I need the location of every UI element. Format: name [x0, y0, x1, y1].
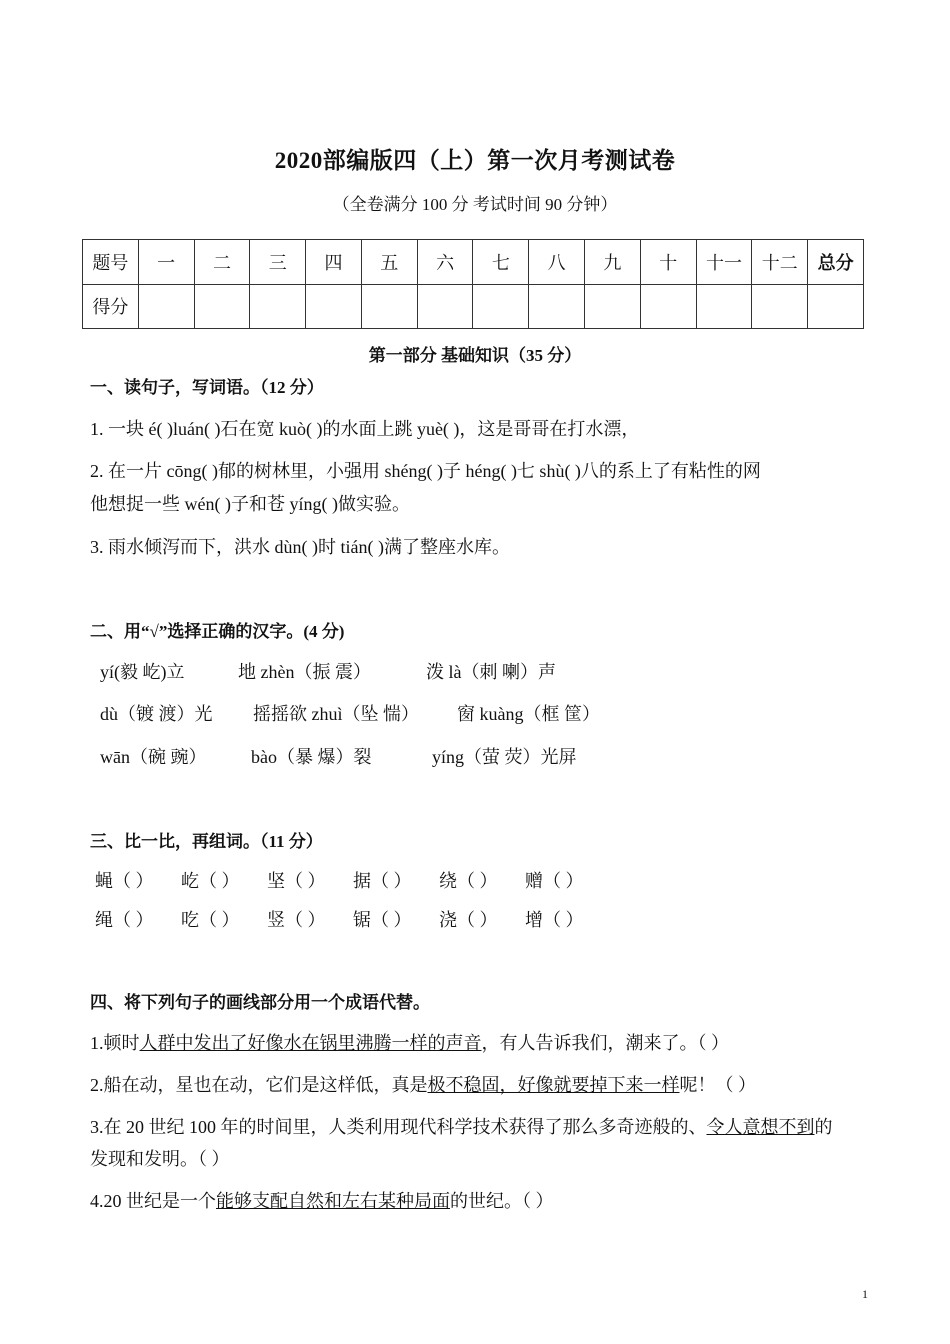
q2-item: wān（碗 豌） [100, 747, 207, 767]
q3-item: 吃（ ） [181, 910, 240, 930]
row-label: 得分 [83, 284, 139, 329]
q3-heading: 三、比一比，再组词。（11 分） [90, 832, 323, 851]
column-header: 七 [473, 240, 529, 285]
q3-item: 绕（ ） [439, 871, 498, 891]
q2-item: 地 zhèn（振 震） [238, 662, 371, 682]
score-cell[interactable] [417, 284, 473, 329]
column-header: 四 [306, 240, 362, 285]
sentence-text: 的 [814, 1117, 833, 1137]
page-number: 1 [862, 1287, 868, 1301]
sentence-text: 的世纪。（ ） [450, 1191, 554, 1211]
score-cell[interactable] [306, 284, 362, 329]
q3-item: 屹（ ） [181, 871, 240, 891]
column-header: 一 [138, 240, 194, 285]
column-header: 九 [585, 240, 641, 285]
column-header: 十一 [696, 240, 752, 285]
score-cell[interactable] [640, 284, 696, 329]
q2-item: bào（暴 爆）裂 [251, 747, 372, 767]
q2-item: yí(毅 屹)立 [100, 662, 185, 682]
score-cell[interactable] [361, 284, 417, 329]
score-cell[interactable] [194, 284, 250, 329]
q1-sentence-3: 3. 雨水倾泻而下，洪水 dùn( )时 tián( )满了整座水库。 [90, 537, 510, 557]
score-cell[interactable] [808, 284, 864, 329]
sentence-text: ，有人告诉我们，潮来了。（ ） [481, 1033, 729, 1053]
page-title: 2020部编版四（上）第一次月考测试卷 [274, 148, 676, 173]
q3-item: 增（ ） [525, 910, 584, 930]
exam-info: （全卷满分 100 分 考试时间 90 分钟） [332, 195, 618, 214]
row-label: 题号 [83, 240, 139, 285]
sentence-text: 2.船在动，星也在动，它们是这样低，真是 [90, 1075, 428, 1095]
column-header: 八 [529, 240, 585, 285]
q3-row-2 [95, 906, 611, 932]
q3-item: 绳（ ） [95, 910, 154, 930]
q1-sentence-1: 1. 一块 é( )luán( )石在宽 kuò( )的水面上跳 yuè( )，这是哥哥在打水漂， [90, 419, 640, 439]
underlined-phrase: 令人意想不到 [706, 1117, 815, 1137]
score-cell[interactable] [752, 284, 808, 329]
q3-item: 竖（ ） [267, 910, 326, 930]
score-cell[interactable] [585, 284, 641, 329]
q4-sentence-1 [90, 1029, 729, 1055]
column-header: 十二 [752, 240, 808, 285]
score-table [82, 239, 864, 329]
q3-item: 坚（ ） [267, 871, 326, 891]
sentence-text: 4.20 世纪是一个 [90, 1191, 216, 1211]
q3-item: 蝇（ ） [95, 871, 154, 891]
table-row [83, 240, 864, 285]
underlined-phrase: 人群中发出了好像水在锅里沸腾一样的声音 [139, 1033, 482, 1053]
score-cell[interactable] [473, 284, 529, 329]
column-header: 三 [250, 240, 306, 285]
part-title: 第一部分 基础知识（35 分） [368, 346, 582, 365]
q2-item: 摇摇欲 zhuì（坠 惴） [253, 704, 419, 724]
q2-heading: 二、用“√”选择正确的汉字。(4 分) [90, 622, 345, 641]
q4-sentence-3 [90, 1113, 833, 1139]
q4-sentence-2 [90, 1071, 756, 1097]
q3-item: 浇（ ） [439, 910, 498, 930]
score-cell[interactable] [696, 284, 752, 329]
q3-row-1 [95, 867, 611, 893]
sentence-text: 3.在 20 世纪 100 年的时间里，人类利用现代科学技术获得了那么多奇迹般的、 [90, 1117, 707, 1137]
q3-item: 据（ ） [353, 871, 412, 891]
sentence-text: 1.顿时 [90, 1033, 140, 1053]
underlined-phrase: 极不稳固，好像就要掉下来一样 [427, 1075, 680, 1095]
table-row [83, 284, 864, 329]
q2-item: yíng（萤 荧）光屏 [432, 747, 577, 767]
score-cell[interactable] [138, 284, 194, 329]
score-cell[interactable] [529, 284, 585, 329]
q4-heading: 四、将下列句子的画线部分用一个成语代替。 [90, 993, 430, 1012]
q4-sentence-3-cont: 发现和发明。（ ） [90, 1149, 230, 1169]
q2-item: dù（镀 渡）光 [100, 704, 213, 724]
q3-item: 锯（ ） [353, 910, 412, 930]
q2-item: 窗 kuàng（框 筐） [457, 704, 600, 724]
q4-sentence-4 [90, 1187, 554, 1213]
q3-item: 赠（ ） [525, 871, 584, 891]
q2-item: 泼 là（刺 喇）声 [426, 662, 556, 682]
q1-heading: 一、读句子，写词语。（12 分） [90, 378, 324, 397]
sentence-text: 呢！（ ） [679, 1075, 756, 1095]
column-header-total: 总分 [808, 240, 864, 285]
q1-sentence-2: 2. 在一片 cōng( )郁的树林里，小强用 shéng( )子 héng( )七 shù( )八的系上了有粘性的网 [90, 461, 761, 481]
score-cell[interactable] [250, 284, 306, 329]
underlined-phrase: 能够支配自然和左右某种局面 [216, 1191, 450, 1211]
column-header: 二 [194, 240, 250, 285]
q1-sentence-2-cont: 他想捉一些 wén( )子和苍 yíng( )做实验。 [90, 494, 410, 514]
column-header: 十 [640, 240, 696, 285]
column-header: 五 [361, 240, 417, 285]
column-header: 六 [417, 240, 473, 285]
